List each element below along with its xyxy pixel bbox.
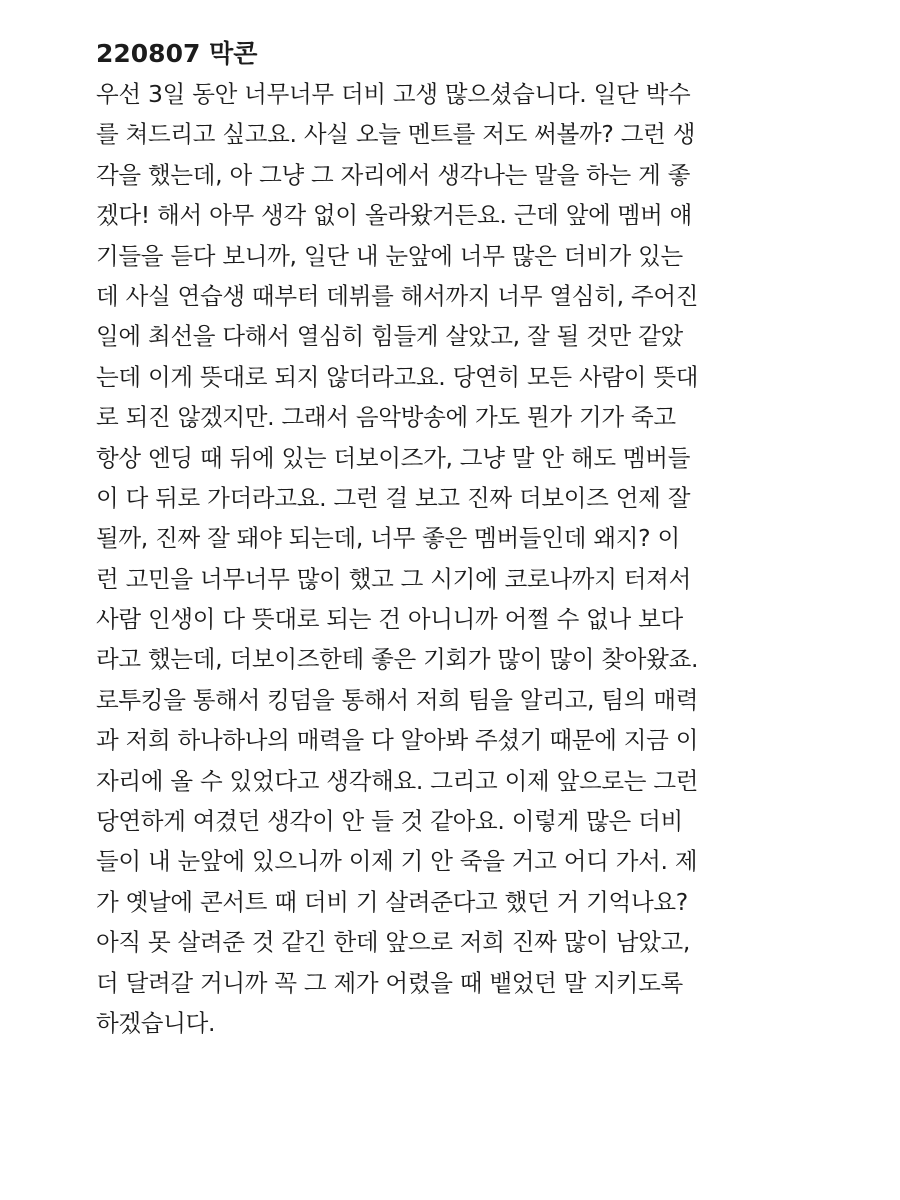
- text-line: 될까, 진짜 잘 돼야 되는데, 너무 좋은 멤버들인데 왜지? 이: [96, 524, 680, 553]
- text-line: 를 쳐드리고 싶고요. 사실 오늘 멘트를 저도 써볼까? 그런 생: [96, 120, 696, 149]
- text-line: 로투킹을 통해서 킹덤을 통해서 저희 팀을 알리고, 팀의 매력: [96, 685, 699, 714]
- text-line: 기들을 듣다 보니까, 일단 내 눈앞에 너무 많은 더비가 있는: [96, 241, 683, 270]
- text-line: 더 달려갈 거니까 꼭 그 제가 어렸을 때 뱉었던 말 지키도록: [96, 968, 683, 997]
- text-line: 는데 이게 뜻대로 되지 않더라고요. 당연히 모든 사람이 뜻대: [96, 362, 699, 391]
- text-line: 라고 했는데, 더보이즈한테 좋은 기회가 많이 많이 찾아왔죠.: [96, 645, 699, 674]
- text-line: 데 사실 연습생 때부터 데뷔를 해서까지 너무 열심히, 주어진: [96, 281, 699, 310]
- text-line: 이 다 뒤로 가더라고요. 그런 걸 보고 진짜 더보이즈 언제 잘: [96, 483, 691, 512]
- text-line: 하겠습니다.: [96, 1008, 216, 1037]
- text-line: 아직 못 살려준 것 같긴 한데 앞으로 저희 진짜 많이 남았고,: [96, 928, 691, 957]
- text-line: 우선 3일 동안 너무너무 더비 고생 많으셨습니다. 일단 박수: [96, 80, 691, 108]
- text-line: 항상 엔딩 때 뒤에 있는 더보이즈가, 그냥 말 안 해도 멤버들: [96, 443, 691, 472]
- text-line: 로 되진 않겠지만. 그래서 음악방송에 가도 뭔가 기가 죽고: [96, 403, 676, 432]
- text-line: 당연하게 여겼던 생각이 안 들 것 같아요. 이렇게 많은 더비: [96, 807, 683, 836]
- note-document: [96, 34, 816, 1043]
- text-line: 각을 했는데, 아 그냥 그 자리에서 생각나는 말을 하는 게 좋: [96, 160, 691, 189]
- text-line: 들이 내 눈앞에 있으니까 이제 기 안 죽을 거고 어디 가서. 제: [96, 847, 698, 876]
- note-title: 220807 막콘: [96, 39, 258, 68]
- text-line: 일에 최선을 다해서 열심히 힘들게 살았고, 잘 될 것만 같았: [96, 322, 683, 351]
- text-line: 겠다! 해서 아무 생각 없이 올라왔거든요. 근데 앞에 멤버 얘: [96, 201, 693, 230]
- text-line: 과 저희 하나하나의 매력을 다 알아봐 주셨기 때문에 지금 이: [96, 726, 699, 755]
- note-body: [96, 74, 816, 1043]
- text-line: 사람 인생이 다 뜻대로 되는 건 아니니까 어쩔 수 없나 보다: [96, 605, 683, 634]
- text-line: 가 옛날에 콘서트 때 더비 기 살려준다고 했던 거 기억나요?: [96, 887, 688, 916]
- text-line: 런 고민을 너무너무 많이 했고 그 시기에 코로나까지 터져서: [96, 564, 691, 593]
- text-line: 자리에 올 수 있었다고 생각해요. 그리고 이제 앞으로는 그런: [96, 766, 699, 795]
